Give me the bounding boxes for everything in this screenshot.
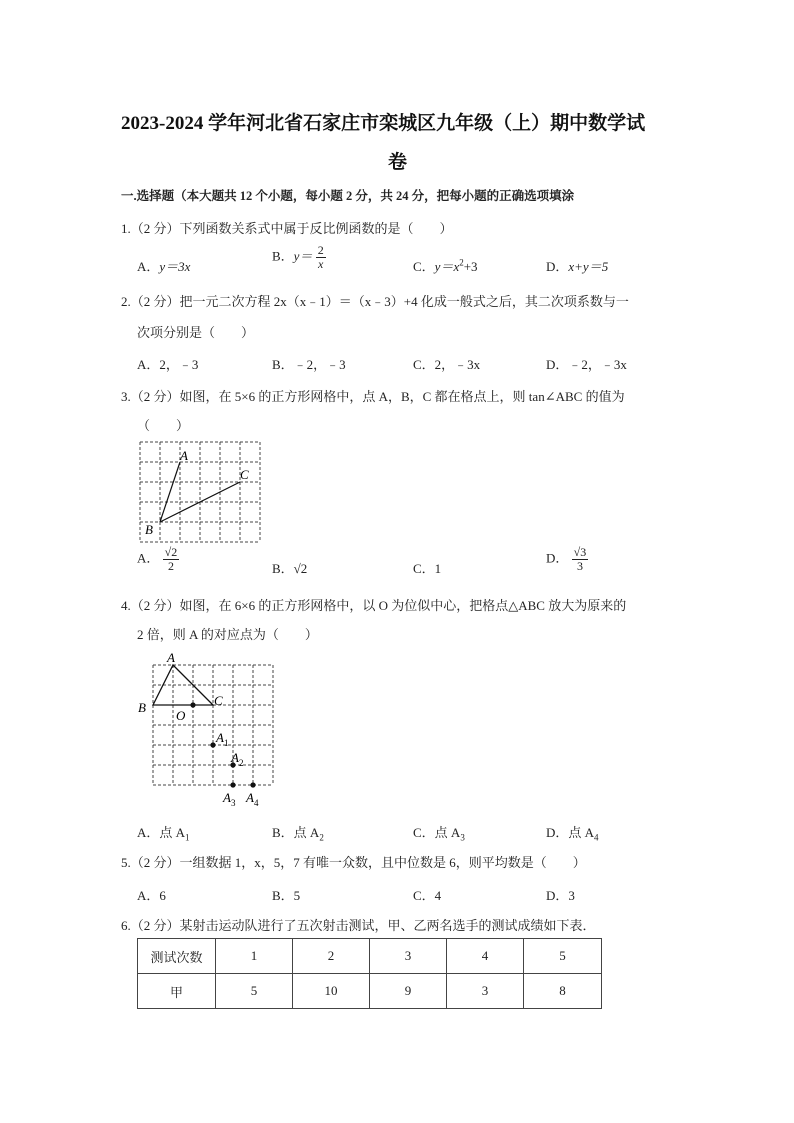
q3-c-prefix: C． (413, 561, 435, 576)
q1-d-text: x+y＝5 (568, 259, 609, 274)
q3-label-c: C (240, 467, 249, 482)
q4-option-b[interactable] (272, 822, 324, 843)
q4-c-sub: 3 (460, 832, 465, 843)
q4-d-sub: 4 (594, 832, 599, 843)
table-cell: 2 (293, 939, 370, 974)
q1-b-num: 2 (317, 243, 324, 257)
q3-option-c[interactable] (413, 558, 441, 577)
q5-option-b[interactable]: B．5 (272, 888, 301, 903)
q4-label-c: C (214, 693, 223, 708)
table-cell: 测试次数 (138, 939, 216, 974)
q4-grid-lines (153, 665, 273, 785)
q3-label-b: B (145, 522, 153, 537)
q3-d-fraction (572, 546, 589, 573)
q3-b-text: √2 (293, 561, 308, 576)
q6-score-table (137, 938, 602, 1009)
q4-label-a: A (167, 650, 175, 665)
q2-option-b[interactable]: B．﹣2，﹣3 (272, 357, 346, 372)
table-cell: 3 (447, 974, 524, 1009)
q4-a-text: A．点 A (137, 825, 186, 840)
q4-grid-figure (130, 646, 290, 812)
q4-label-a4: $A_4$ (246, 790, 259, 808)
q4-b-text: B．点 A (272, 825, 320, 840)
question-2-stem-line2: 次项分别是（ ） (137, 325, 255, 340)
question-6-stem: 6.（2 分）某射击运动队进行了五次射击测试，甲、乙两名选手的测试成绩如下表． (121, 918, 596, 933)
table-row (138, 939, 602, 974)
q4-point-a4 (250, 782, 255, 787)
q1-b-fraction (316, 244, 326, 271)
q3-grid-lines (140, 442, 260, 542)
q2-option-c[interactable]: C．2，﹣3x (413, 357, 481, 372)
q4-d-text: D．点 A (546, 825, 595, 840)
q3-option-b[interactable] (272, 558, 307, 577)
q4-option-c[interactable] (413, 822, 465, 843)
table-cell: 1 (216, 939, 293, 974)
q5-option-d[interactable]: D．3 (546, 888, 575, 903)
q3-option-d[interactable] (546, 546, 588, 573)
q4-label-b: B (138, 700, 146, 715)
q1-option-c[interactable] (413, 256, 478, 275)
q1-c-tail: +3 (463, 259, 478, 274)
q5-option-c[interactable]: C．4 (413, 888, 442, 903)
q3-d-prefix: D． (546, 550, 569, 566)
q1-c-prefix: C． (413, 259, 435, 274)
q1-b-lhs: y＝ (293, 248, 313, 264)
q4-label-a1: $A_1$ (216, 730, 229, 748)
question-1-stem: 1.（2 分）下列函数关系式中属于反比例函数的是（ ） (121, 221, 453, 236)
q3-a-den: 2 (167, 559, 174, 573)
table-row (138, 974, 602, 1009)
table-cell: 5 (524, 939, 602, 974)
q1-c-sup: 2 (459, 257, 464, 268)
page-title-line1: 2023-2024 学年河北省石家庄市栾城区九年级（上）期中数学试 (121, 113, 646, 134)
table-cell: 9 (370, 974, 447, 1009)
q3-a-fraction (163, 546, 180, 573)
q2-option-a[interactable]: A．2，﹣3 (137, 357, 199, 372)
table-cell: 甲 (138, 974, 216, 1009)
table-cell: 4 (447, 939, 524, 974)
q3-a-prefix: A． (137, 550, 160, 566)
q4-point-a1 (210, 742, 215, 747)
q3-d-num: √3 (573, 545, 587, 559)
q3-a-num: √2 (164, 545, 178, 559)
table-cell: 8 (524, 974, 602, 1009)
q4-label-a2: $A_2$ (231, 750, 244, 768)
question-3-stem-line2: （ ） (137, 418, 190, 433)
q5-option-a[interactable]: A．6 (137, 888, 166, 903)
q4-c-text: C．点 A (413, 825, 461, 840)
q1-a-text: y＝3x (159, 259, 191, 274)
q3-label-a: A (180, 448, 188, 463)
q4-point-o (190, 702, 195, 707)
q3-c-text: 1 (434, 561, 442, 576)
table-cell: 5 (216, 974, 293, 1009)
q4-option-d[interactable] (546, 822, 599, 843)
section-heading: 一.选择题（本大题共 12 个小题，每小题 2 分，共 24 分，把每小题的正确选项填涂 (121, 189, 575, 203)
table-cell: 3 (370, 939, 447, 974)
q3-grid-figure (130, 432, 270, 544)
q3-d-den: 3 (576, 559, 583, 573)
q1-option-a[interactable] (137, 256, 190, 275)
q2-option-d[interactable]: D．﹣2，﹣3x (546, 357, 627, 372)
q1-option-b[interactable] (272, 244, 326, 271)
question-3-stem-line1: 3.（2 分）如图，在 5×6 的正方形网格中，点 A，B，C 都在格点上，则 tan∠ABC 的值为 (121, 389, 625, 404)
q4-b-sub: 2 (319, 832, 324, 843)
q1-a-prefix: A． (137, 259, 160, 274)
question-4-stem-line1: 4.（2 分）如图，在 6×6 的正方形网格中，以 O 为位似中心，把格点△ABC 放大为原来的 (121, 598, 627, 613)
q1-b-prefix: B． (272, 248, 294, 264)
q4-a-sub: 1 (185, 832, 190, 843)
q4-label-o: O (176, 708, 186, 723)
q4-label-a3: $A_3$ (223, 790, 236, 808)
q3-b-prefix: B． (272, 561, 294, 576)
q1-b-den: x (318, 257, 324, 271)
q4-point-a3 (230, 782, 235, 787)
q3-option-a[interactable] (137, 546, 179, 573)
q4-option-a[interactable] (137, 822, 190, 843)
question-4-stem-line2: 2 倍，则 A 的对应点为（ ） (137, 627, 318, 642)
question-2-stem-line1: 2.（2 分）把一元二次方程 2x（x﹣1）＝（x﹣3）+4 化成一般式之后，其二次项系数与一 (121, 294, 629, 309)
q1-c-text: y＝x (434, 259, 460, 274)
q1-option-d[interactable] (546, 256, 608, 275)
q1-d-prefix: D． (546, 259, 569, 274)
table-cell: 10 (293, 974, 370, 1009)
page-title-line2: 卷 (388, 152, 408, 173)
question-5-stem: 5.（2 分）一组数据 1，x，5，7 有唯一众数，且中位数是 6，则平均数是（ ） (121, 855, 586, 870)
